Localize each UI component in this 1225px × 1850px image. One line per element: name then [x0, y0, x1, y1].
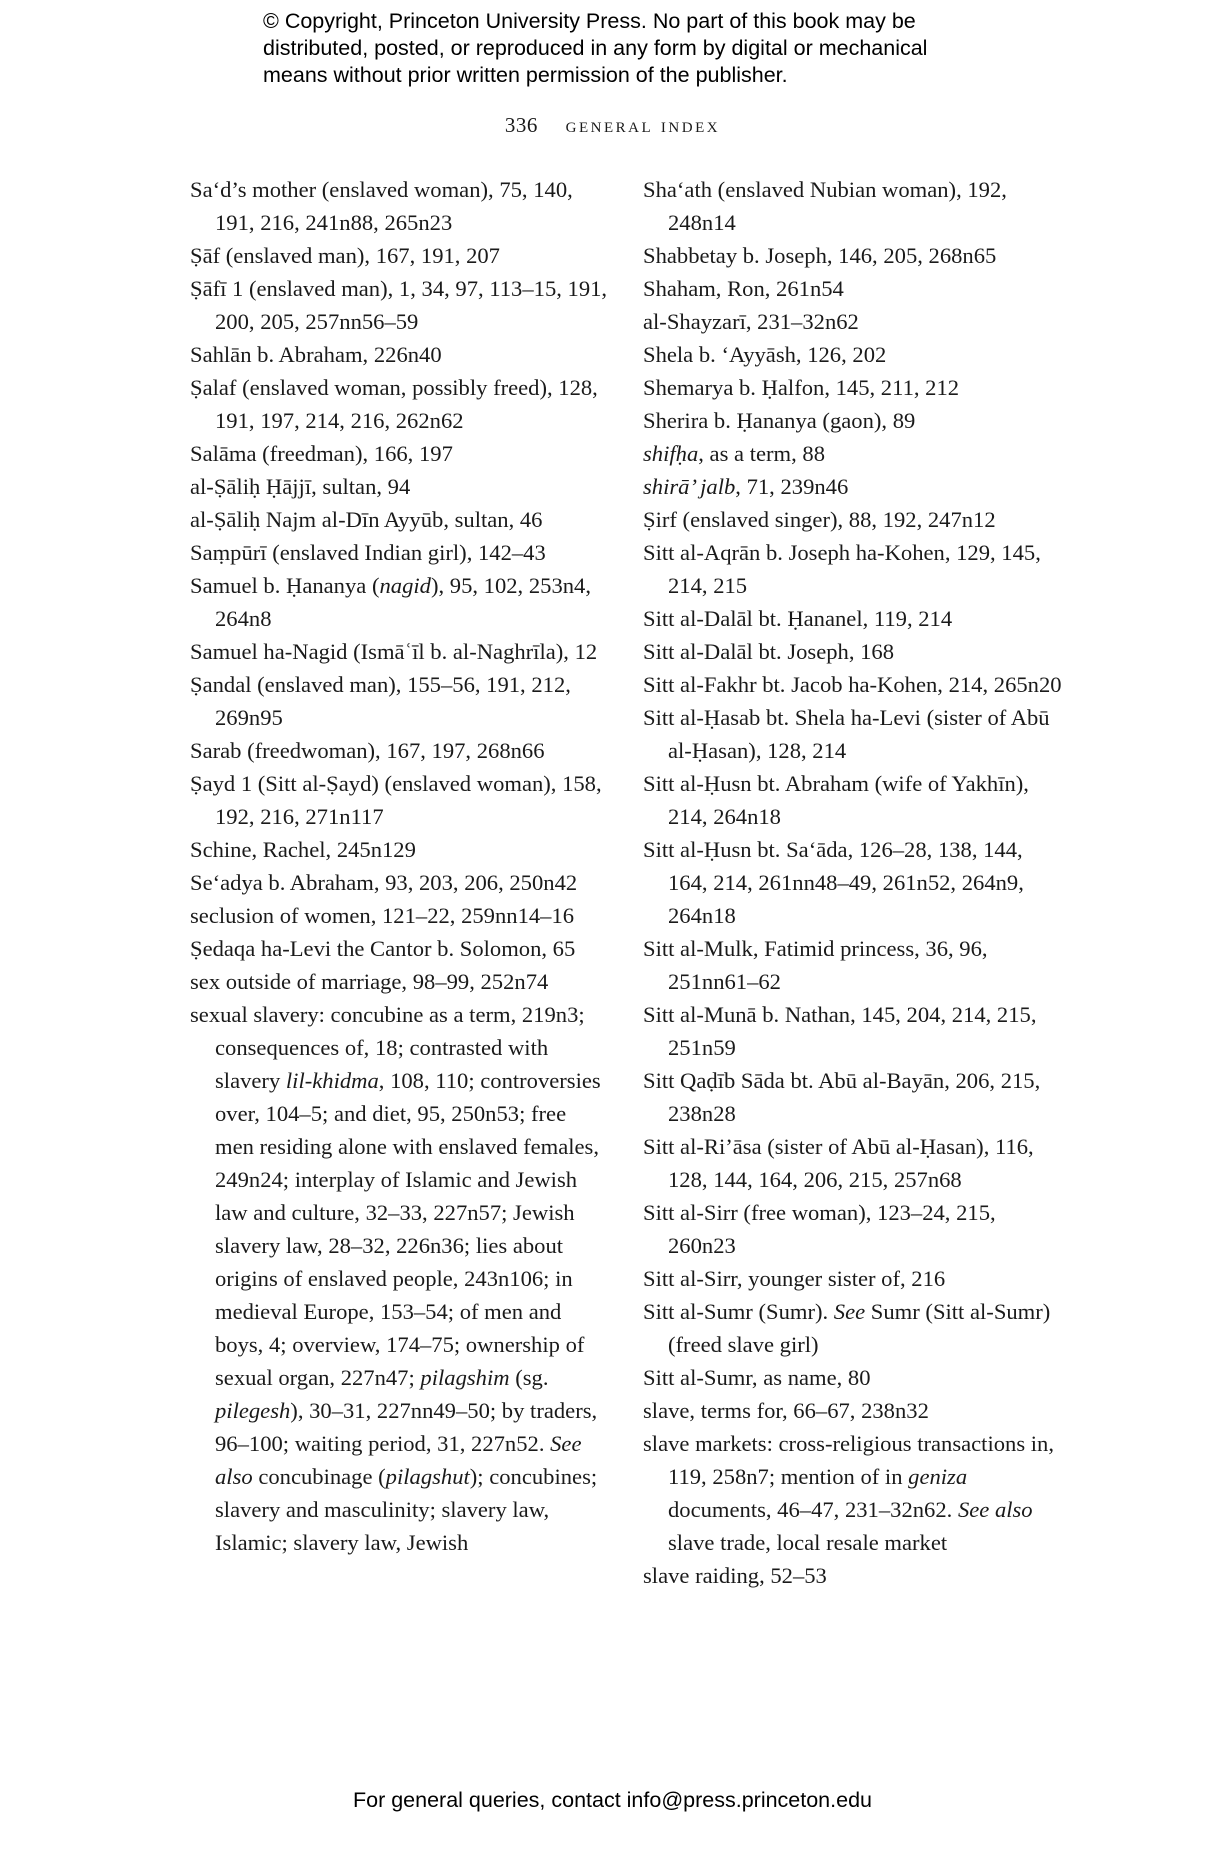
index-entry: Sitt al-Ḥasab bt. Shela ha-Levi (sister of Abū al-Ḥasan), 128, 214 [643, 705, 1050, 763]
index-entry: Sha‘ath (enslaved Nubian woman), 192, 248n14 [643, 177, 1007, 235]
index-entry: Ṣedaqa ha-Levi the Cantor b. Solomon, 65 [190, 936, 576, 961]
index-entry: shirā’ jalb, 71, 239n46 [643, 474, 849, 499]
index-entry: Samuel b. Ḥananya (nagid), 95, 102, 253n4, 264n8 [190, 573, 591, 631]
index-entry: Sitt al-Dalāl bt. Ḥananel, 119, 214 [643, 606, 953, 631]
index-entry: sex outside of marriage, 98–99, 252n74 [190, 969, 549, 994]
index-entry: Sitt al-Sirr (free woman), 123–24, 215, 260n23 [643, 1200, 996, 1258]
index-entry: seclusion of women, 121–22, 259nn14–16 [190, 903, 575, 928]
index-entry: Ṣalaf (enslaved woman, possibly freed), 128, 191, 197, 214, 216, 262n62 [190, 375, 598, 433]
index-entry: Sa‘d’s mother (enslaved woman), 75, 140, 191, 216, 241n88, 265n23 [190, 177, 573, 235]
footer-contact: For general queries, contact info@press.princeton.edu [352, 1788, 872, 1812]
section-title: general index [565, 113, 721, 137]
index-entry: sexual slavery: concubine as a term, 219n3; consequences of, 18; contrasted with slavery lil-khidma, 108, 110; controversies over, 104–5; and diet, 95, 250n53; free men residing alone with enslaved females, 249n24; interplay of Islamic and Jewish law and culture, 32–33, 227n57; Jewish slavery law, 28–32, 226n36; lies about origins of enslaved people, 243n106; in medieval Europe, 153–54; of men and boys, 4; overview, 174–75; ownership of sexual organ, 227n47; pilagshim (sg. pilegesh), 30–31, 227nn49–50; by traders, 96–100; waiting period, 31, 227n52. See also concubinage (pilagshut); concubines; slavery and masculinity; slavery law, Islamic; slavery law, Jewish [190, 1002, 601, 1555]
index-entry: slave raiding, 52–53 [643, 1563, 827, 1588]
index-entry: Sitt al-Sumr (Sumr). See Sumr (Sitt al-Sumr) (freed slave girl) [643, 1299, 1051, 1357]
index-entry: al-Shayzarī, 231–32n62 [643, 309, 859, 334]
index-entry: Sitt Qaḍīb Sāda bt. Abū al-Bayān, 206, 215, 238n28 [643, 1068, 1041, 1126]
index-entry: Sitt al-Dalāl bt. Joseph, 168 [643, 639, 895, 664]
index-entry: Sherira b. Ḥananya (gaon), 89 [643, 408, 916, 433]
index-entry: Sitt al-Ḥusn bt. Sa‘āda, 126–28, 138, 144, 164, 214, 261nn48–49, 261n52, 264n9, 264n18 [643, 837, 1024, 928]
index-entry: Ṣāf (enslaved man), 167, 191, 207 [190, 243, 500, 268]
index-entry: Sitt al-Sumr, as name, 80 [643, 1365, 871, 1390]
index-entry: Sitt al-Sirr, younger sister of, 216 [643, 1266, 946, 1291]
index-entry: Sahlān b. Abraham, 226n40 [190, 342, 442, 367]
index-entry: al-Ṣāliḥ Najm al-Dīn Ayyūb, sultan, 46 [190, 507, 543, 532]
index-entry: Shela b. ‘Ayyāsh, 126, 202 [643, 342, 887, 367]
index-entry: Sitt al-Munā b. Nathan, 145, 204, 214, 215, 251n59 [643, 1002, 1037, 1060]
index-entry: slave, terms for, 66–67, 238n32 [643, 1398, 929, 1423]
index-entry: Sarab (freedwoman), 167, 197, 268n66 [190, 738, 545, 763]
index-entry: Shabbetay b. Joseph, 146, 205, 268n65 [643, 243, 997, 268]
index-entry: Ṣandal (enslaved man), 155–56, 191, 212, 269n95 [190, 672, 571, 730]
copyright-line: means without prior written permission of the publisher. [263, 63, 788, 87]
running-head [0, 110, 1225, 140]
index-entry: Shaham, Ron, 261n54 [643, 276, 844, 301]
copyright-notice [263, 8, 1023, 89]
index-entry: Sitt al-Fakhr bt. Jacob ha-Kohen, 214, 265n20 [643, 672, 1062, 697]
page-number: 336 [504, 113, 538, 137]
copyright-line: distributed, posted, or reproduced in any form by digital or mechanical [263, 36, 928, 60]
index-entry: slave markets: cross-religious transactions in, 119, 258n7; mention of in geniza documents, 46–47, 231–32n62. See also slave trade, local resale market [643, 1431, 1054, 1555]
copyright-line: © Copyright, Princeton University Press. No part of this book may be [263, 9, 916, 33]
index-entry: Sitt al-Mulk, Fatimid princess, 36, 96, 251nn61–62 [643, 936, 988, 994]
index-entry: shifḥa, as a term, 88 [643, 441, 825, 466]
index-entry: Ṣirf (enslaved singer), 88, 192, 247n12 [643, 507, 996, 532]
index-entry: Ṣāfī 1 (enslaved man), 1, 34, 97, 113–15, 191, 200, 205, 257nn56–59 [190, 276, 608, 334]
index-column-right [643, 173, 1063, 1592]
index-entry: Se‘adya b. Abraham, 93, 203, 206, 250n42 [190, 870, 578, 895]
index-entry: Samuel ha-Nagid (Ismāʿīl b. al-Naghrīla), 12 [190, 639, 598, 664]
index-entry: Shemarya b. Ḥalfon, 145, 211, 212 [643, 375, 960, 400]
index-entry: Ṣayd 1 (Sitt al-Ṣayd) (enslaved woman), 158, 192, 216, 271n117 [190, 771, 602, 829]
index-entry: Schine, Rachel, 245n129 [190, 837, 416, 862]
index-entry: Saṃpūrī (enslaved Indian girl), 142–43 [190, 540, 546, 565]
index-entry: Sitt al-Ri’āsa (sister of Abū al-Ḥasan), 116, 128, 144, 164, 206, 215, 257n68 [643, 1134, 1034, 1192]
index-entry: Sitt al-Aqrān b. Joseph ha-Kohen, 129, 145, 214, 215 [643, 540, 1041, 598]
index-column-left [190, 173, 610, 1559]
index-entry: Salāma (freedman), 166, 197 [190, 441, 453, 466]
index-entry: Sitt al-Ḥusn bt. Abraham (wife of Yakhīn), 214, 264n18 [643, 771, 1029, 829]
index-entry: al-Ṣāliḥ Ḥājjī, sultan, 94 [190, 474, 411, 499]
